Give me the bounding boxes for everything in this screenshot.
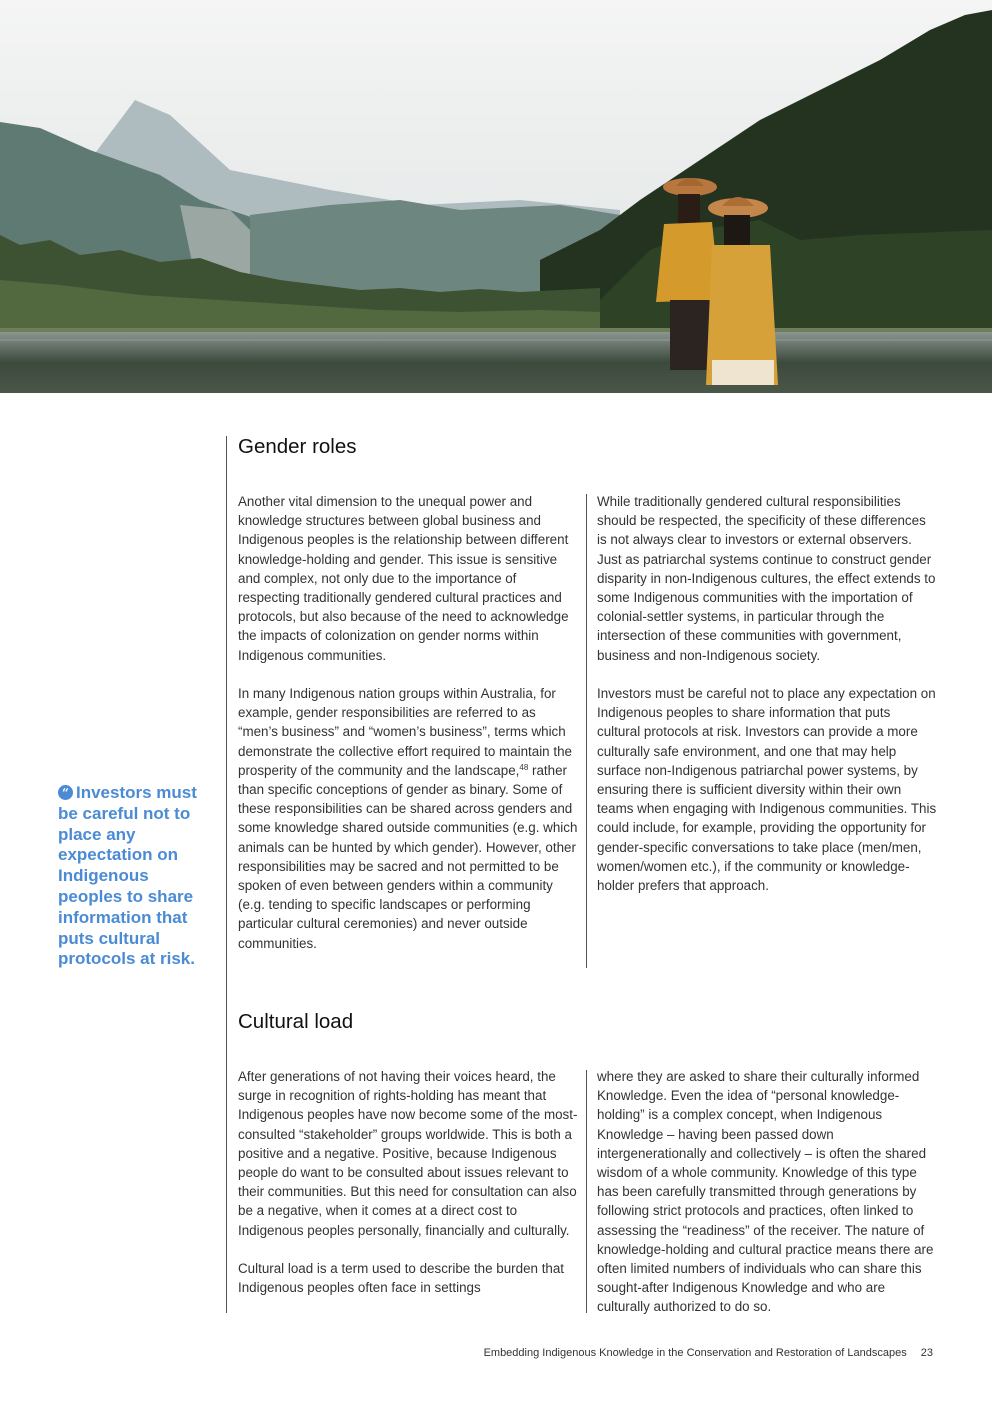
page-footer: [484, 1347, 933, 1359]
paragraph: While traditionally gendered cultural responsibilities should be respected, the specificity of these differences is not always clear to investors or external observers. Just as patriarchal systems continue to construct gender disparity in non-Indigenous cultures, the effect extends to some Indigenous communities with the importation of colonial-settler systems, in particular through the intersection of these communities with government, business and non-Indigenous society.: [597, 494, 936, 663]
lake: [0, 332, 992, 393]
cultural-load-column-rule: [586, 1070, 587, 1313]
footnote-ref[interactable]: 48: [519, 762, 529, 772]
pull-quote-text: Investors must be careful not to place any expectation on Indigenous peoples to share information that puts cultural protocols at risk.: [58, 783, 197, 969]
gender-roles-col-2: [597, 492, 937, 895]
page-number: 23: [920, 1347, 933, 1359]
cultural-load-col-1: [238, 1067, 578, 1297]
gender-roles-col-1: [238, 492, 578, 953]
hero-illustration: [0, 0, 992, 393]
quote-icon: “: [58, 785, 73, 800]
paragraph-text: In many Indigenous nation groups within Australia, for example, gender responsibilities are referred to as “men’s business” and “women’s business”, terms which demonstrate the collective effort required to maintain the prosperity of the community and the landscape,: [238, 686, 572, 778]
paragraph: Another vital dimension to the unequal power and knowledge structures between global business and Indigenous peoples is the relationship between different knowledge-holding and gender. This issue is sensitive and complex, not only due to the importance of respecting traditionally gendered cultural practices and protocols, but also because of the need to acknowledge the impacts of colonization on gender norms within Indigenous communities.: [238, 494, 569, 663]
paragraph: where they are asked to share their culturally informed Knowledge. Even the idea of “personal knowledge-holding” is a complex concept, when Indigenous Knowledge – having been passed down intergenerationally and collectively – is often the shared wisdom of a whole community. Knowledge of this type has been carefully transmitted through generations by following strict protocols and practices, often linked to assessing the “readiness” of the receiver. The nature of knowledge-holding and cultural practice means there are often limited numbers of individuals who can share this sought-after Indigenous Knowledge and who are culturally authorized to do so.: [597, 1069, 934, 1315]
cultural-load-col-2: [597, 1067, 937, 1317]
gender-roles-heading: Gender roles: [238, 435, 357, 458]
pull-quote: [58, 783, 208, 970]
paragraph: Cultural load is a term used to describe the burden that Indigenous peoples often face in settings: [238, 1261, 565, 1296]
paragraph-text: rather than specific conceptions of gender as binary. Some of these responsibilities can be shared across genders and some knowledge shared outside communities (e.g. which animals can be hunted by which gender). However, other responsibilities may be sacred and not permitted to be spoken of even between genders within a community (e.g. tending to specific landscapes or performing particular cultural ceremonies) and never outside communities.: [238, 762, 578, 951]
paragraph: [238, 684, 578, 953]
paragraph: After generations of not having their voices heard, the surge in recognition of rights-holding has meant that Indigenous peoples have now become some of the most-consulted “stakeholder” groups worldwide. This is both a positive and a negative. Positive, because Indigenous people do want to be consulted about issues relevant to their communities. But this need for consultation can also be a negative, when it comes at a direct cost to Indigenous peoples personally, financially and culturally.: [238, 1069, 578, 1238]
hero-photo: [0, 0, 992, 393]
footer-title: Embedding Indigenous Knowledge in the Conservation and Restoration of Landscapes: [483, 1347, 907, 1359]
gender-roles-column-rule: [586, 494, 587, 968]
left-rule: [226, 436, 227, 1313]
paragraph: Investors must be careful not to place any expectation on Indigenous peoples to share information that puts cultural protocols at risk. Investors can provide a more culturally safe environment, and one that may help surface non-Indigenous patriarchal power systems, by ensuring there is sufficient diversity within their own teams when engaging with Indigenous communities. This could include, for example, providing the opportunity for gender-specific conversations to take place (men/men, women/women etc.), if the community or knowledge-holder prefers that approach.: [597, 686, 937, 894]
cultural-load-heading: Cultural load: [238, 1010, 354, 1033]
